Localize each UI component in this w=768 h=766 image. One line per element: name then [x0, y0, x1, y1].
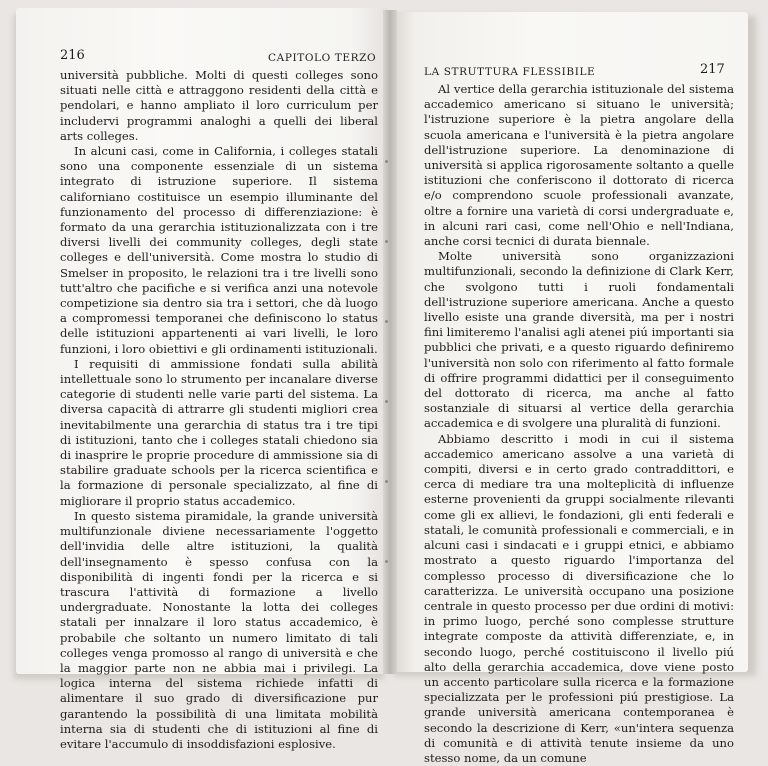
paragraph: I requisiti di ammissione fondati sulla abilità intellettuale sono lo strumento per incanalare diverse categorie di studenti nelle varie parti del sistema. La diversa capacità di attrarre gli studenti migliori crea inevitabilmente una gerarchia di status tra i tre tipi di istituzioni, tanto che i colleges statali chiedono sia di inasprire le proprie procedure di ammissione sia di stabilire graduate schools per la ricerca scientifica e la formazione di personale specializzato, al fine di migliorare il proprio status accademico. — [60, 356, 378, 508]
binding-stitch — [385, 560, 388, 563]
binding-stitch — [385, 320, 388, 323]
paragraph: Molte università sono organizzazioni multifunzionali, secondo la definizione di Clark Kerr, che svolgono tutti i ruoli fondamentali dell'istruzione superiore americana. Anche a questo livello esiste una grande diversità, ma per i nostri fini limiteremo l'analisi agli atenei piú importanti sia pubblici che privati, e a questo riguardo definiremo l'università non solo con riferimento al fatto formale di offrire programmi didattici per il conseguimento del dottorato di ricerca, ma anche al fatto sostanziale di situarsi al vertice della gerarchia accademica e di svolgere una pluralità di funzioni. — [424, 249, 734, 431]
left-body-text — [60, 68, 378, 752]
binding-stitch — [385, 240, 388, 243]
left-page — [16, 8, 388, 751]
right-page-number: 217 — [700, 62, 725, 77]
binding-stitch — [385, 160, 388, 163]
left-page-number: 216 — [60, 48, 85, 63]
paragraph: In questo sistema piramidale, la grande università multifunzionale diviene necessariamente l'oggetto dell'invidia delle altre istituzioni, la qualità dell'insegnamento è spesso confusa con la disponibilità di ingenti fondi per la ricerca e si trascura l'attività di formazione a livello undergraduate. Nonostante la lotta dei colleges statali per innalzare il loro status accademico, è probabile che soltanto un numero limitato di tali colleges venga promosso al rango di università e che la maggior parte non ne abbia mai i privilegi. La logica interna del sistema richiede infatti di alimentare il suo grado di diversificazione pur garantendo la possibilità di una limitata mobilità interna sia di studenti che di istituzioni al fine di evitare l'accumulo di insoddisfazioni esplosive. — [60, 508, 378, 751]
book-gutter — [383, 10, 397, 674]
paragraph: Abbiamo descritto i modi in cui il sistema accademico americano assolve a una varietà di compiti, diversi e in certo grado contraddittori, e cerca di mediare tra una molteplicità di influenze esterne provenienti da gruppi socialmente rilevanti come gli ex allievi, le fondazioni, gli enti federali e statali, le comunità professionali e commerciali, e in alcuni casi i sindacati e i gruppi etnici, e abbiamo mostrato a questo riguardo l'importanza del complesso processo di diversificazione che lo caratterizza. Le università occupano una posizione centrale in questo processo per due ordini di motivi: in primo luogo, perché sono complesse strutture integrate composte da attività differenziate, e, in secondo luogo, perché costituiscono il livello piú alto della gerarchia accademica, dove viene posto un accento particolare sulla ricerca e la formazione specializzata per le professioni piú prestigiose. La grande università americana contemporanea è secondo la descrizione di Kerr, «un'intera sequenza di comunità e di attività tenute insieme da uno stesso nome, da un comune — [424, 431, 734, 765]
left-running-head: CAPITOLO TERZO — [268, 52, 377, 64]
right-page — [394, 12, 748, 765]
paragraph: università pubbliche. Molti di questi colleges sono situati nelle città e attraggono residenti della città e pendolari, e hanno ampliato il loro curriculum per includervi programmi analoghi a quelli dei liberal arts colleges. — [60, 68, 378, 143]
right-body-text — [424, 82, 734, 766]
binding-stitch — [385, 480, 388, 483]
binding-stitch — [385, 400, 388, 403]
paragraph: Al vertice della gerarchia istituzionale del sistema accademico americano si situano le università; l'istruzione superiore è la pietra angolare della scuola americana e l'università è la pietra angolare dell'istruzione superiore. La denominazione di università si applica rigorosamente soltanto a quelle istituzioni che conferiscono il dottorato di ricerca e/o comprendono scuole professionali avanzate, oltre a fornire una varietà di corsi undergraduate e, in alcuni rari casi, come nell'Ohio e nell'Indiana, anche corsi tecnici di durata biennale. — [424, 82, 734, 249]
paragraph: In alcuni casi, come in California, i colleges statali sono una componente essenziale di un sistema integrato di istruzione superiore. Il sistema californiano costituisce un esempio illuminante del funzionamento del processo di differenziazione: è formato da una gerarchia istituzionalizzata con i tre diversi livelli dei community colleges, degli state colleges e dell'università. Come mostra lo studio di Smelser in proposito, le relazioni tra i tre livelli sono tutt'altro che pacifiche e si verifica anzi una notevole competizione sia dentro sia tra i settori, che dà luogo a compromessi temporanei che definiscono lo status delle istituzioni appartenenti ai vari livelli, le loro funzioni, i loro obiettivi e gli ordinamenti istituzionali. — [60, 144, 378, 356]
right-running-head: LA STRUTTURA FLESSIBILE — [424, 66, 596, 78]
